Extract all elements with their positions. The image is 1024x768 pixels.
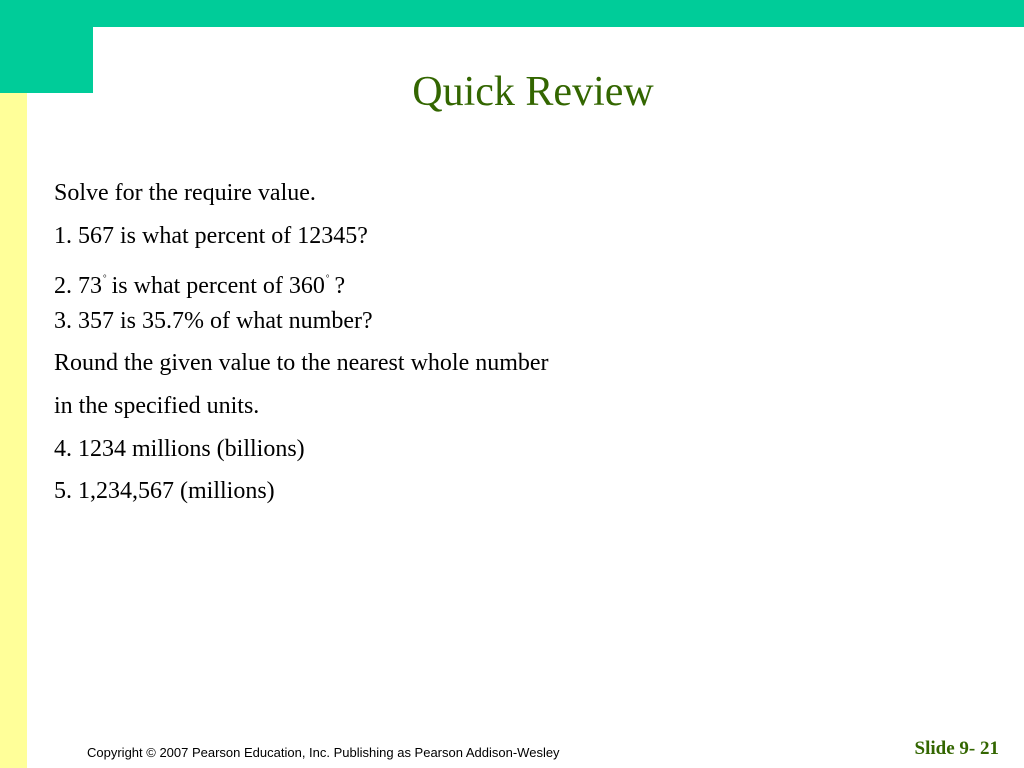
copyright-footer: Copyright © 2007 Pearson Education, Inc. Publishing as Pearson Addison-Wesley bbox=[87, 745, 560, 760]
top-accent-band bbox=[0, 0, 1024, 27]
instruction-line: Solve for the require value. bbox=[54, 180, 316, 206]
slide-body bbox=[54, 175, 954, 516]
problem-3: 3. 357 is 35.7% of what number? bbox=[54, 307, 373, 334]
problem-5: 5. 1,234,567 (millions) bbox=[54, 478, 275, 505]
slide-title: Quick Review bbox=[412, 69, 654, 115]
instruction-line-2-cont: in the specified units. bbox=[54, 392, 260, 419]
slide-number: Slide 9- 21 bbox=[914, 738, 999, 759]
instruction-line-2: Round the given value to the nearest whole number bbox=[54, 350, 549, 377]
problem-1: 1. 567 is what percent of 12345? bbox=[54, 222, 368, 249]
problem-2-part-a: 2. 73 bbox=[54, 273, 102, 300]
problem-2 bbox=[54, 260, 954, 303]
problem-2-part-c: ? bbox=[334, 273, 346, 300]
degree-mark: ° bbox=[325, 273, 330, 284]
degree-mark: ° bbox=[103, 273, 107, 284]
problem-4: 4. 1234 millions (billions) bbox=[54, 435, 305, 462]
problem-2-part-b: is what percent of 360 bbox=[111, 273, 325, 300]
